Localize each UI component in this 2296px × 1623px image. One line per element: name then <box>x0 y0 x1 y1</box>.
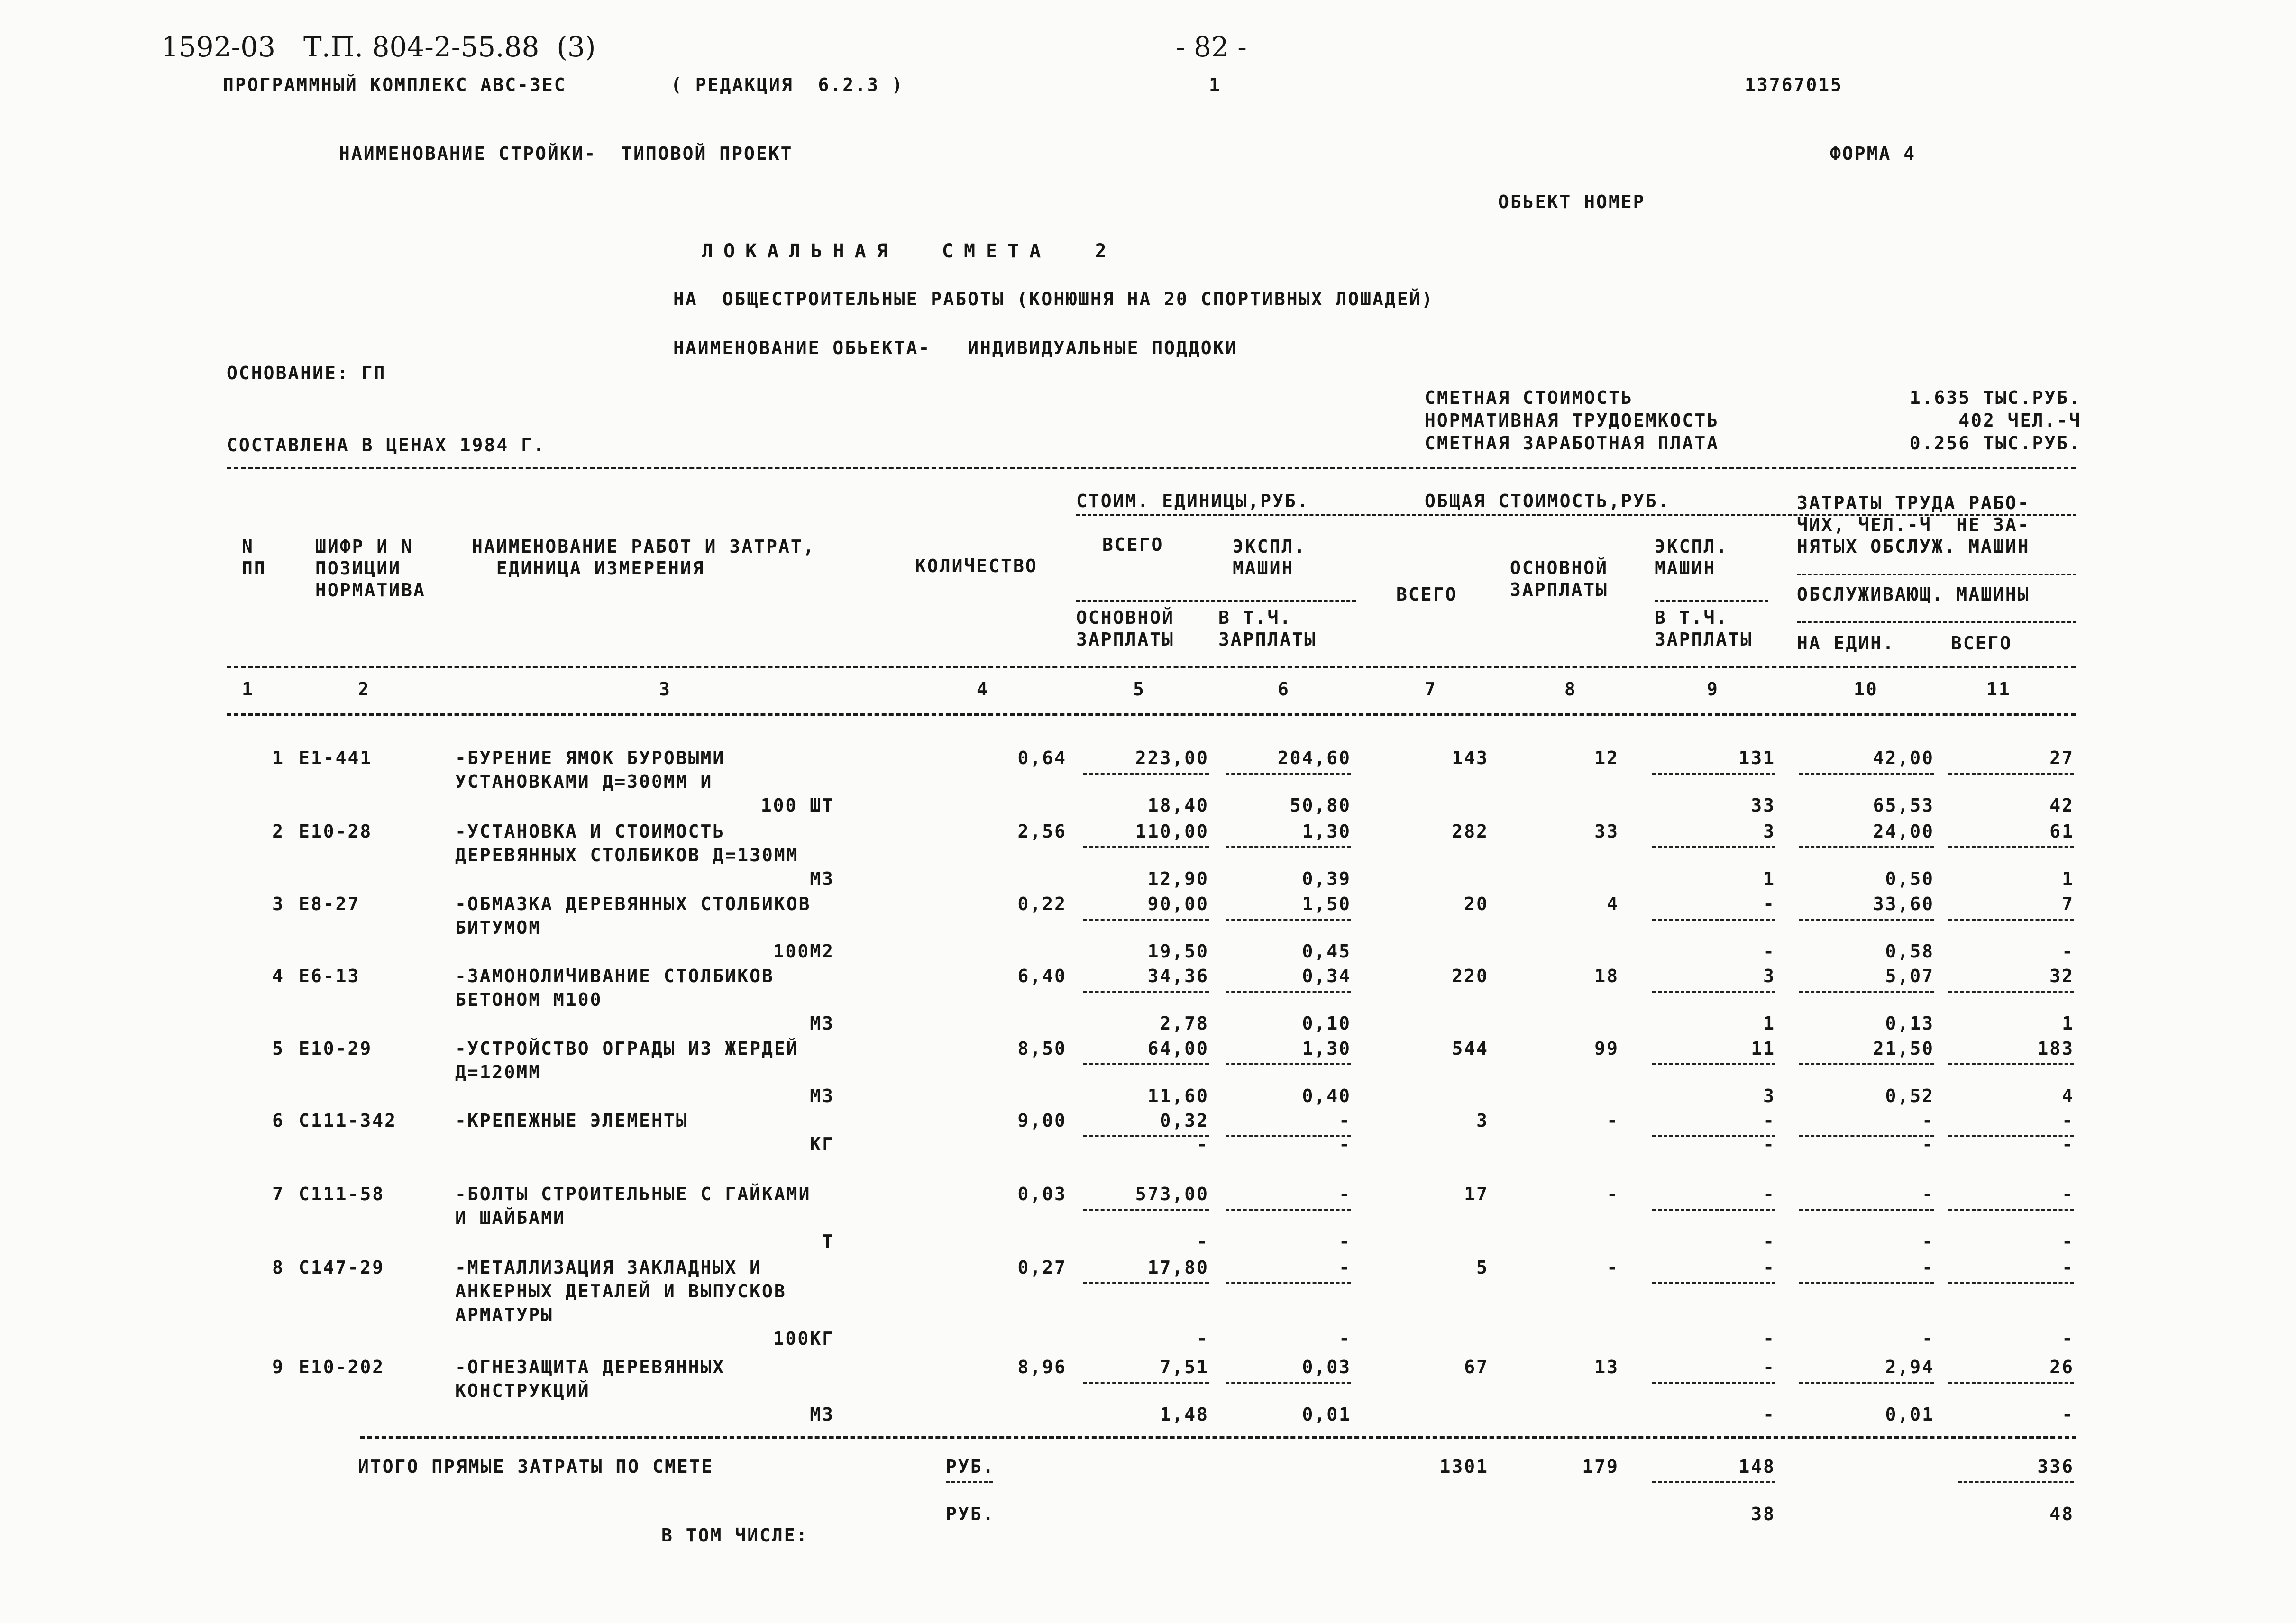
row-labor-total: 26 <box>2049 1357 2074 1377</box>
row-labor-unit: - <box>1922 1110 1934 1131</box>
cell-rule <box>1799 1209 1934 1211</box>
prices-basis: СОСТАВЛЕНА В ЦЕНАХ 1984 Г. <box>227 435 546 456</box>
row-labor-total-2: - <box>2062 1404 2074 1425</box>
column-number: 8 <box>1564 679 1577 700</box>
column-number: 5 <box>1133 679 1145 700</box>
row-total-incl: - <box>1763 941 1775 962</box>
row-unit-wage: - <box>1197 1134 1209 1155</box>
header-rule <box>1655 600 1768 602</box>
row-unit-mach: 0,34 <box>1302 966 1351 986</box>
document-subtitle: НА ОБЩЕСТРОИТЕЛЬНЫЕ РАБОТЫ (КОНЮШНЯ НА 20 СПОРТИВНЫХ ЛОШАДЕЙ) <box>673 289 1434 310</box>
row-name-line: ДЕРЕВЯННЫХ СТОЛБИКОВ Д=130ММ <box>455 845 799 866</box>
row-total-wage: 33 <box>1594 821 1619 842</box>
row-labor-unit: 5,07 <box>1885 966 1934 986</box>
labor-total-header: ВСЕГО <box>1951 633 2012 654</box>
totals-labor-2: 48 <box>2049 1504 2074 1524</box>
row-total-wage: 18 <box>1594 966 1619 986</box>
row-labor-total: 183 <box>2037 1038 2074 1059</box>
row-total-mach: 3 <box>1763 821 1775 842</box>
row-labor-total-2: 4 <box>2062 1085 2074 1106</box>
row-code: Е10-28 <box>299 821 373 842</box>
row-qty: 8,50 <box>1017 1038 1067 1059</box>
row-name-line: АНКЕРНЫХ ДЕТАЛЕЙ И ВЫПУСКОВ <box>455 1281 787 1302</box>
row-name-line: -БУРЕНИЕ ЯМОК БУРОВЫМИ <box>455 748 725 768</box>
cell-rule <box>1948 1063 2074 1065</box>
cell-rule <box>1652 1209 1775 1211</box>
row-labor-unit-2: 0,01 <box>1885 1404 1934 1425</box>
row-unit-incl: 0,10 <box>1302 1013 1351 1034</box>
row-unit: 100 ШТ <box>760 795 834 816</box>
row-unit-wage: 2,78 <box>1160 1013 1209 1034</box>
row-total: 17 <box>1464 1184 1489 1204</box>
column-number: 2 <box>358 679 370 700</box>
row-unit-total: 64,00 <box>1147 1038 1209 1059</box>
cell-rule <box>1652 1282 1775 1284</box>
cell-rule <box>1083 773 1209 775</box>
totals-label: ИТОГО ПРЯМЫЕ ЗАТРАТЫ ПО СМЕТЕ <box>358 1456 714 1477</box>
row-total-mach: - <box>1763 1357 1775 1377</box>
header-rule <box>1797 621 2076 623</box>
row-unit-mach: - <box>1339 1257 1351 1278</box>
cell-rule <box>1799 846 1934 848</box>
row-name-line: И ШАЙБАМИ <box>455 1207 566 1228</box>
sheet-number: 1 <box>1209 74 1221 95</box>
row-labor-unit: - <box>1922 1184 1934 1204</box>
row-name-line: -ЗАМОНОЛИЧИВАНИЕ СТОЛБИКОВ <box>455 966 774 986</box>
row-total-incl: 3 <box>1763 1085 1775 1106</box>
summary-label: НОРМАТИВНАЯ ТРУДОЕМКОСТЬ <box>1425 410 1720 431</box>
row-code: С111-342 <box>299 1110 397 1131</box>
row-total-mach: - <box>1763 894 1775 914</box>
row-number: 5 <box>272 1038 284 1059</box>
row-labor-unit-2: 0,58 <box>1885 941 1934 962</box>
row-qty: 0,22 <box>1017 894 1067 914</box>
row-labor-total: - <box>2062 1110 2074 1131</box>
row-name-line: Д=120ММ <box>455 1062 541 1083</box>
row-total-incl: 1 <box>1763 1013 1775 1034</box>
row-number: 6 <box>272 1110 284 1131</box>
row-total: 20 <box>1464 894 1489 914</box>
cell-rule <box>1799 1063 1934 1065</box>
row-total-mach: 131 <box>1738 748 1775 768</box>
cell-rule <box>1083 1382 1209 1384</box>
row-labor-total: 32 <box>2049 966 2074 986</box>
totals-labor-rule <box>1958 1481 2074 1483</box>
cell-rule <box>1799 773 1934 775</box>
row-unit-wage: 18,40 <box>1147 795 1209 816</box>
column-number: 7 <box>1425 679 1437 700</box>
row-qty: 0,03 <box>1017 1184 1067 1204</box>
row-unit-incl: 0,01 <box>1302 1404 1351 1425</box>
column-number: 4 <box>977 679 989 700</box>
cell-rule <box>1799 1382 1934 1384</box>
row-unit-incl: - <box>1339 1134 1351 1155</box>
object-number: ОБЬЕКТ НОМЕР <box>1498 191 1646 212</box>
row-unit-wage: 1,48 <box>1160 1404 1209 1425</box>
cell-rule <box>1226 919 1351 921</box>
row-total-wage: - <box>1607 1110 1619 1131</box>
row-unit-total: 90,00 <box>1147 894 1209 914</box>
row-name-line: АРМАТУРЫ <box>455 1304 554 1325</box>
row-total-mach: - <box>1763 1257 1775 1278</box>
row-unit-mach: 0,03 <box>1302 1357 1351 1377</box>
row-code: С111-58 <box>299 1184 385 1204</box>
row-unit-mach: 1,50 <box>1302 894 1351 914</box>
cell-rule <box>1083 919 1209 921</box>
cell-rule <box>1083 1063 1209 1065</box>
cell-rule <box>1948 919 2074 921</box>
cell-rule <box>1948 991 2074 993</box>
cell-rule <box>1948 1282 2074 1284</box>
column-number: 11 <box>1986 679 2011 700</box>
cell-rule <box>1948 846 2074 848</box>
row-name-line: БЕТОНОМ М100 <box>455 989 603 1010</box>
totals-mach: 148 <box>1738 1456 1775 1477</box>
row-labor-unit: 24,00 <box>1873 821 1934 842</box>
row-number: 3 <box>272 894 284 914</box>
including-label: В ТОМ ЧИСЛЕ: <box>661 1525 809 1546</box>
column-number: 10 <box>1854 679 1878 700</box>
cell-rule <box>1083 991 1209 993</box>
row-total: 143 <box>1452 748 1489 768</box>
row-labor-unit: 33,60 <box>1873 894 1934 914</box>
row-unit-total: 110,00 <box>1135 821 1209 842</box>
document-title: ЛОКАЛЬНАЯ СМЕТА 2 <box>702 240 1117 262</box>
cell-rule <box>1226 773 1351 775</box>
cell-rule <box>1948 1135 2074 1137</box>
row-code: С147-29 <box>299 1257 385 1278</box>
row-unit-wage: 19,50 <box>1147 941 1209 962</box>
row-unit: 100М2 <box>773 941 834 962</box>
summary-value: 0.256 ТЫС.РУБ. <box>1909 433 2081 454</box>
unit-incl-header: В Т.Ч. ЗАРПЛАТЫ <box>1218 607 1317 650</box>
row-labor-total-2: - <box>2062 1328 2074 1349</box>
cell-rule <box>1948 1209 2074 1211</box>
row-unit-incl: 0,45 <box>1302 941 1351 962</box>
unit-total-header: ВСЕГО <box>1102 534 1164 555</box>
row-unit-wage: - <box>1197 1328 1209 1349</box>
labor-sub-header: ОБСЛУЖИВАЮЩ. МАШИНЫ <box>1797 584 2030 605</box>
row-code: Е10-202 <box>299 1357 385 1377</box>
row-unit-incl: 0,39 <box>1302 868 1351 889</box>
row-name-line: -МЕТАЛЛИЗАЦИЯ ЗАКЛАДНЫХ И <box>455 1257 762 1278</box>
total-mach-header: ЭКСПЛ. МАШИН <box>1655 536 1729 579</box>
row-qty: 6,40 <box>1017 966 1067 986</box>
row-name-line: -ОБМАЗКА ДЕРЕВЯННЫХ СТОЛБИКОВ <box>455 894 811 914</box>
row-number: 2 <box>272 821 284 842</box>
cell-rule <box>1226 1063 1351 1065</box>
summary-label: СМЕТНАЯ СТОИМОСТЬ <box>1425 387 1633 408</box>
row-labor-unit: - <box>1922 1257 1934 1278</box>
cell-rule <box>1652 1135 1775 1137</box>
row-total: 544 <box>1452 1038 1489 1059</box>
row-unit: М3 <box>810 868 834 889</box>
row-number: 8 <box>272 1257 284 1278</box>
column-number: 9 <box>1707 679 1719 700</box>
column-number: 1 <box>242 679 254 700</box>
row-unit-incl: - <box>1339 1231 1351 1252</box>
row-labor-unit-2: 0,52 <box>1885 1085 1934 1106</box>
totals-unit-2: РУБ. <box>946 1504 995 1524</box>
cell-rule <box>1226 1382 1351 1384</box>
row-name-line: -БОЛТЫ СТРОИТЕЛЬНЫЕ С ГАЙКАМИ <box>455 1184 811 1204</box>
cell-rule <box>1652 1382 1775 1384</box>
row-unit-total: 17,80 <box>1147 1257 1209 1278</box>
cell-rule <box>1652 846 1775 848</box>
header-rule <box>1076 600 1356 602</box>
cell-rule <box>1799 1282 1934 1284</box>
total-all-header: ВСЕГО <box>1396 584 1458 605</box>
cell-rule <box>1652 1063 1775 1065</box>
row-unit: М3 <box>810 1404 834 1425</box>
row-total: 5 <box>1476 1257 1489 1278</box>
totals-unit: РУБ. <box>946 1456 995 1477</box>
row-unit-total: 7,51 <box>1160 1357 1209 1377</box>
row-unit: 100КГ <box>773 1328 834 1349</box>
header-rule <box>1076 514 2076 516</box>
row-name-line: БИТУМОМ <box>455 917 541 938</box>
cell-rule <box>1799 919 1934 921</box>
row-unit-total: 34,36 <box>1147 966 1209 986</box>
total-incl-header: В Т.Ч. ЗАРПЛАТЫ <box>1655 607 1753 650</box>
row-total-mach: - <box>1763 1184 1775 1204</box>
row-labor-total-2: 1 <box>2062 1013 2074 1034</box>
row-labor-unit-2: - <box>1922 1328 1934 1349</box>
row-labor-total: 61 <box>2049 821 2074 842</box>
column-number: 3 <box>659 679 671 700</box>
unit-wage-header: ОСНОВНОЙ ЗАРПЛАТЫ <box>1076 607 1175 650</box>
row-unit-incl: - <box>1339 1328 1351 1349</box>
cell-rule <box>1226 1282 1351 1284</box>
labor-unit-header: НА ЕДИН. <box>1797 633 1895 654</box>
header-bottom-rule <box>227 666 2076 668</box>
totals-unit-rule <box>946 1481 993 1483</box>
row-total-incl: 1 <box>1763 868 1775 889</box>
row-total-incl: - <box>1763 1404 1775 1425</box>
row-total: 282 <box>1452 821 1489 842</box>
row-name-line: -КРЕПЕЖНЫЕ ЭЛЕМЕНТЫ <box>455 1110 688 1131</box>
row-total-wage: 12 <box>1594 748 1619 768</box>
row-unit-total: 573,00 <box>1135 1184 1209 1204</box>
numbers-bottom-rule <box>227 713 2076 716</box>
row-total-incl: - <box>1763 1328 1775 1349</box>
row-labor-total: - <box>2062 1257 2074 1278</box>
cell-rule <box>1226 1135 1351 1137</box>
row-labor-total: 7 <box>2062 894 2074 914</box>
edition: ( РЕДАКЦИЯ 6.2.3 ) <box>671 74 904 95</box>
row-code: Е1-441 <box>299 748 373 768</box>
row-unit-mach: - <box>1339 1110 1351 1131</box>
cell-rule <box>1083 1135 1209 1137</box>
row-unit-total: 0,32 <box>1160 1110 1209 1131</box>
row-labor-unit-2: 0,13 <box>1885 1013 1934 1034</box>
row-unit-wage: 12,90 <box>1147 868 1209 889</box>
totals-labor: 336 <box>2037 1456 2074 1477</box>
cell-rule <box>1226 991 1351 993</box>
row-labor-total-2: - <box>2062 941 2074 962</box>
cell-rule <box>1948 773 2074 775</box>
totals-rule <box>360 1436 2076 1439</box>
archive-stamp: 1592-03 <box>161 31 276 63</box>
object-name: НАИМЕНОВАНИЕ ОБЬЕКТА- ИНДИВИДУАЛЬНЫЕ ПОДДОКИ <box>673 337 1238 358</box>
row-number: 4 <box>272 966 284 986</box>
row-unit: М3 <box>810 1085 834 1106</box>
row-total-mach: 11 <box>1751 1038 1775 1059</box>
row-total-wage: 4 <box>1607 894 1619 914</box>
header-rule <box>1797 574 2076 575</box>
row-total-incl: - <box>1763 1231 1775 1252</box>
row-labor-total: - <box>2062 1184 2074 1204</box>
row-labor-total: 27 <box>2049 748 2074 768</box>
cell-rule <box>1083 846 1209 848</box>
row-labor-total-2: - <box>2062 1231 2074 1252</box>
totals-mach-rule <box>1652 1481 1775 1483</box>
row-labor-unit-2: - <box>1922 1134 1934 1155</box>
cell-rule <box>1226 1209 1351 1211</box>
row-qty: 0,64 <box>1017 748 1067 768</box>
row-code: Е8-27 <box>299 894 360 914</box>
row-unit: Т <box>822 1231 834 1252</box>
cell-rule <box>1083 1282 1209 1284</box>
total-wage-header: ОСНОВНОЙ ЗАРПЛАТЫ <box>1510 557 1609 600</box>
row-total-mach: 3 <box>1763 966 1775 986</box>
row-labor-unit-2: 65,53 <box>1873 795 1934 816</box>
column-number: 6 <box>1278 679 1290 700</box>
row-unit-total: 223,00 <box>1135 748 1209 768</box>
row-qty: 8,96 <box>1017 1357 1067 1377</box>
row-name-line: -УСТАНОВКА И СТОИМОСТЬ <box>455 821 725 842</box>
row-total-incl: - <box>1763 1134 1775 1155</box>
cell-rule <box>1652 773 1775 775</box>
row-labor-unit-2: - <box>1922 1231 1934 1252</box>
row-labor-total-2: 1 <box>2062 868 2074 889</box>
row-code: Е6-13 <box>299 966 360 986</box>
cell-rule <box>1799 991 1934 993</box>
project-code: Т.П. 804-2-55.88 (3) <box>303 31 596 63</box>
row-total-wage: - <box>1607 1257 1619 1278</box>
cell-rule <box>1948 1382 2074 1384</box>
totals-mach-wage: 38 <box>1751 1504 1775 1524</box>
unit-mach-header: ЭКСПЛ. МАШИН <box>1233 536 1307 579</box>
row-number: 9 <box>272 1357 284 1377</box>
row-total-wage: 99 <box>1594 1038 1619 1059</box>
row-unit-incl: 0,40 <box>1302 1085 1351 1106</box>
cell-rule <box>1083 1209 1209 1211</box>
row-total-wage: - <box>1607 1184 1619 1204</box>
row-labor-total-2: 42 <box>2049 795 2074 816</box>
labor-header: ЗАТРАТЫ ТРУДА РАБО- ЧИХ, ЧЕЛ.-Ч НЕ ЗА- НЯТЫХ ОБСЛУЖ. МАШИН <box>1797 492 2030 557</box>
row-unit-mach: 204,60 <box>1277 748 1351 768</box>
row-labor-unit: 21,50 <box>1873 1038 1934 1059</box>
row-total: 67 <box>1464 1357 1489 1377</box>
col-name-header: НАИМЕНОВАНИЕ РАБОТ И ЗАТРАТ, ЕДИНИЦА ИЗМЕРЕНИЯ <box>472 536 815 579</box>
row-unit: КГ <box>810 1134 834 1155</box>
row-unit-mach: 1,30 <box>1302 821 1351 842</box>
row-total-incl: 33 <box>1751 795 1775 816</box>
summary-label: СМЕТНАЯ ЗАРАБОТНАЯ ПЛАТА <box>1425 433 1720 454</box>
page-number: - 82 - <box>1176 31 1247 63</box>
document-id: 13767015 <box>1745 74 1843 95</box>
row-number: 7 <box>272 1184 284 1204</box>
row-name-line: -ОГНЕЗАЩИТА ДЕРЕВЯННЫХ <box>455 1357 725 1377</box>
row-number: 1 <box>272 748 284 768</box>
row-total: 3 <box>1476 1110 1489 1131</box>
row-labor-unit-2: 0,50 <box>1885 868 1934 889</box>
col-qty-header: КОЛИЧЕСТВО <box>915 556 1038 576</box>
cell-rule <box>1652 991 1775 993</box>
row-labor-unit: 42,00 <box>1873 748 1934 768</box>
form-label: ФОРМА 4 <box>1830 143 1916 164</box>
col-n-header: N ПП <box>242 536 266 579</box>
row-labor-unit: 2,94 <box>1885 1357 1934 1377</box>
total-cost-header: ОБЩАЯ СТОИМОСТЬ,РУБ. <box>1425 491 1670 511</box>
row-unit-mach: - <box>1339 1184 1351 1204</box>
row-qty: 9,00 <box>1017 1110 1067 1131</box>
row-unit-mach: 1,30 <box>1302 1038 1351 1059</box>
row-name-line: УСТАНОВКАМИ Д=300ММ И <box>455 771 713 792</box>
row-code: Е10-29 <box>299 1038 373 1059</box>
row-total: 220 <box>1452 966 1489 986</box>
cell-rule <box>1799 1135 1934 1137</box>
row-unit-wage: 11,60 <box>1147 1085 1209 1106</box>
row-unit-wage: - <box>1197 1231 1209 1252</box>
row-total-wage: 13 <box>1594 1357 1619 1377</box>
row-unit: М3 <box>810 1013 834 1034</box>
table-top-rule <box>227 467 2076 469</box>
summary-value: 402 ЧЕЛ.-Ч <box>1958 410 2081 431</box>
summary-value: 1.635 ТЫС.РУБ. <box>1909 387 2081 408</box>
col-code-header: ШИФР И N ПОЗИЦИИ НОРМАТИВА <box>315 536 426 601</box>
cell-rule <box>1226 846 1351 848</box>
row-qty: 0,27 <box>1017 1257 1067 1278</box>
cell-rule <box>1652 919 1775 921</box>
totals-total: 1301 <box>1439 1456 1489 1477</box>
totals-wage: 179 <box>1582 1456 1619 1477</box>
basis: ОСНОВАНИЕ: ГП <box>227 363 386 383</box>
row-qty: 2,56 <box>1017 821 1067 842</box>
row-total-mach: - <box>1763 1110 1775 1131</box>
row-unit-incl: 50,80 <box>1290 795 1351 816</box>
row-name-line: -УСТРОЙСТВО ОГРАДЫ ИЗ ЖЕРДЕЙ <box>455 1038 799 1059</box>
row-name-line: КОНСТРУКЦИЙ <box>455 1380 590 1401</box>
row-labor-total-2: - <box>2062 1134 2074 1155</box>
program-name: ПРОГРАММНЫЙ КОМПЛЕКС АВС-3ЕС <box>223 74 567 95</box>
construction-name: НАИМЕНОВАНИЕ СТРОЙКИ- ТИПОВОЙ ПРОЕКТ <box>339 143 793 164</box>
unit-cost-header: СТОИМ. ЕДИНИЦЫ,РУБ. <box>1076 491 1309 511</box>
